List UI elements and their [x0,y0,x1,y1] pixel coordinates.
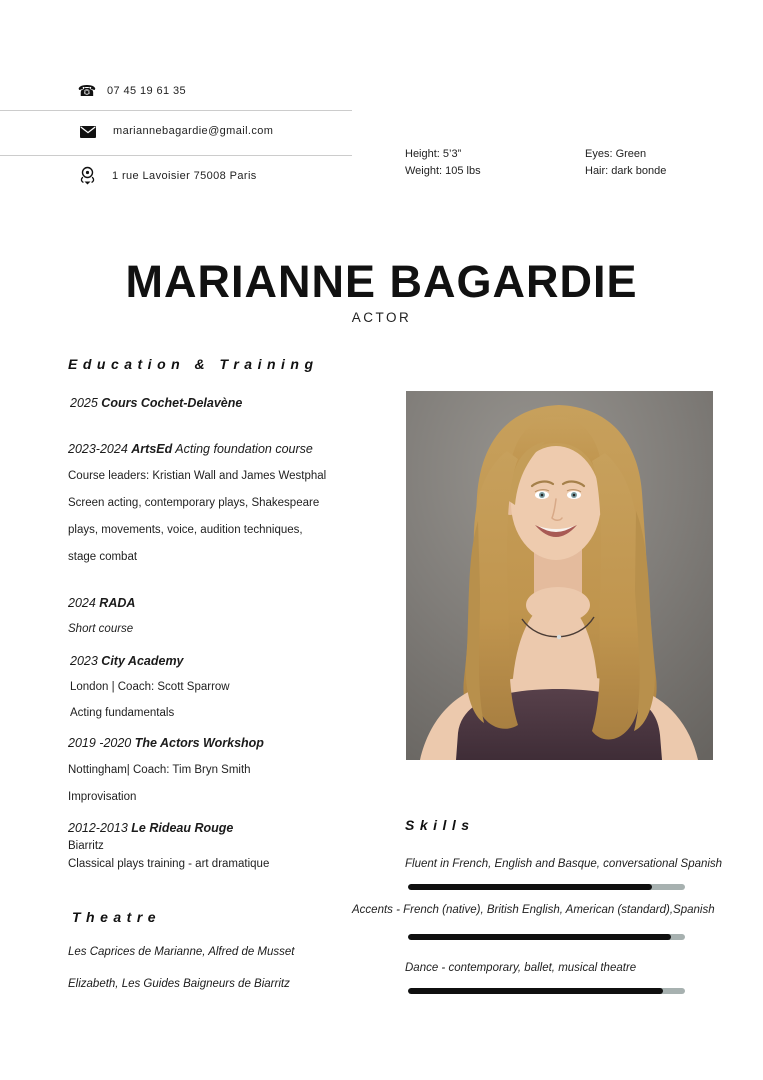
entry-school: RADA [99,596,136,610]
email-icon [79,123,97,141]
stat-eyes: Eyes: Green [585,148,647,160]
email-address: mariannebagardie@gmail.com [113,125,274,137]
entry-year: 2024 [68,596,96,610]
stat-hair: Hair: dark bonde [585,165,667,177]
skill-bar-fill [408,988,663,994]
skill-bar-fill [408,934,671,940]
education-entry [68,730,264,811]
skill-label: Dance - contemporary, ballet, musical theatre [405,962,637,974]
entry-school: ArtsEd [131,442,173,456]
education-entry [68,590,135,642]
education-heading: Education & Training [68,356,319,372]
postal-address: 1 rue Lavoisier 75008 Paris [112,170,257,182]
entry-year: 2023 [70,654,98,668]
divider-line [0,110,352,111]
entry-year: 2023-2024 [68,442,128,456]
entry-year: 2025 [70,396,98,410]
entry-detail: Classical plays training - art dramatique [68,857,270,870]
education-entry [70,648,230,726]
entry-detail: Acting fundamentals [70,707,175,719]
skill-bar-fill [408,884,652,890]
headshot-photo [406,391,713,760]
skill-bar [408,934,685,940]
divider-line [0,155,352,156]
entry-detail: Course leaders: Kristian Wall and James Westphal [68,470,327,482]
skill-label: Accents - French (native), British English, American (standard),Spanish [352,904,715,916]
page-title: MARIANNE BAGARDIE [125,256,638,307]
stat-height: Height: 5’3” [405,148,462,160]
entry-school: Le Rideau Rouge [131,821,234,835]
phone-number: 07 45 19 61 35 [107,85,187,97]
theatre-list [68,936,295,1000]
phone-icon: ☎ [77,81,97,100]
entry-course: Acting foundation course [175,442,313,456]
skill-label: Fluent in French, English and Basque, conversational Spanish [405,858,723,870]
theatre-item: Les Caprices de Marianne, Alfred de Musset [68,946,295,958]
education-entry [70,396,242,410]
skill-bar [408,884,685,890]
page-subtitle: ACTOR [351,310,412,325]
education-entry [68,436,326,571]
entry-school: Cours Cochet-Delavène [101,396,243,410]
stat-weight: Weight: 105 lbs [405,165,481,177]
entry-detail: Improvisation [68,791,137,803]
theatre-heading: Theatre [72,909,162,925]
entry-detail: London | Coach: Scott Sparrow [70,681,230,693]
theatre-item: Elizabeth, Les Guides Baigneurs de Biarritz [68,978,290,990]
skill-bar [408,988,685,994]
portrait-illustration [406,391,713,760]
location-pin-icon [78,166,96,184]
skills-heading: Skills [405,817,475,833]
entry-year: 2019 -2020 [68,736,132,750]
entry-year: 2012-2013 [68,821,128,835]
entry-detail: Nottingham| Coach: Tim Bryn Smith [68,764,251,776]
entry-school: The Actors Workshop [134,736,264,750]
entry-detail: Biarritz [68,840,104,852]
entry-detail: plays, movements, voice, audition techniques, [68,524,303,536]
education-entry [68,819,269,873]
entry-detail: Short course [68,623,134,635]
stats-right [585,146,666,180]
entry-detail: stage combat [68,551,138,563]
entry-detail: Screen acting, contemporary plays, Shakespeare [68,497,320,509]
stats-left [405,146,481,180]
entry-school: City Academy [101,654,184,668]
